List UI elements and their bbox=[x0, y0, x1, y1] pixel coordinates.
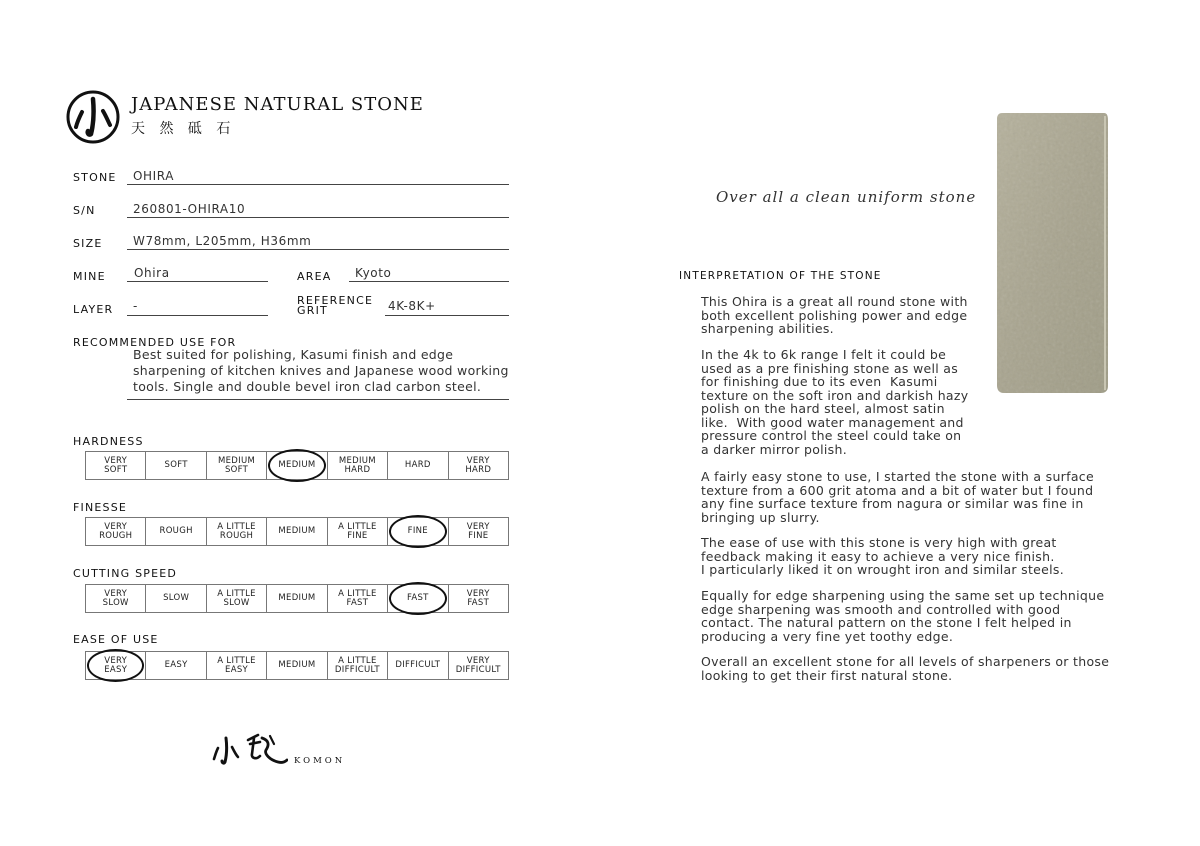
interpretation-title: INTERPRETATION OF THE STONE bbox=[679, 270, 882, 282]
interpretation-paragraph bbox=[701, 536, 1064, 577]
rating-option-line: EASY bbox=[104, 664, 128, 675]
rating-option bbox=[145, 452, 205, 479]
paragraph-line: The ease of use with this stone is very high with great bbox=[701, 535, 1057, 550]
paragraph-line: for finishing due to its even Kasumi bbox=[701, 374, 938, 389]
rating-option-line: SLOW bbox=[223, 597, 250, 608]
interpretation-paragraph bbox=[701, 348, 968, 456]
rating-option-label bbox=[339, 457, 376, 474]
rating-option-line: FAST bbox=[346, 597, 369, 608]
paragraph-line: used as a pre finishing stone as well as bbox=[701, 360, 959, 376]
rating-option bbox=[266, 518, 326, 545]
rating-option bbox=[266, 585, 326, 612]
rating-option-label bbox=[407, 594, 429, 603]
rating-option-line: A LITTLE bbox=[338, 589, 377, 599]
rating-option-label bbox=[467, 523, 490, 540]
paragraph-line: This Ohira is a great all round stone with bbox=[701, 294, 968, 309]
rating-option-line: DIFFICULT bbox=[334, 664, 380, 675]
rating-option bbox=[448, 518, 508, 545]
paragraph-line: bringing up slurry. bbox=[701, 509, 820, 525]
rating-option bbox=[206, 518, 266, 545]
paragraph-line: looking to get their first natural stone. bbox=[701, 667, 953, 683]
rating-option-label bbox=[395, 661, 440, 670]
interpretation-paragraph bbox=[701, 295, 968, 336]
rating-option-line: VERY bbox=[466, 522, 490, 532]
paragraph-line: a darker mirror polish. bbox=[701, 441, 847, 457]
rating-option-label bbox=[408, 527, 428, 536]
rating-option bbox=[86, 585, 145, 612]
rating-option-label bbox=[335, 657, 380, 674]
rating-option bbox=[86, 652, 145, 679]
mine-value: Ohira bbox=[134, 266, 170, 280]
rating-option bbox=[327, 585, 387, 612]
reference-label: REFERENCE bbox=[297, 294, 374, 307]
rating-option-line: VERY bbox=[466, 456, 490, 466]
stone-value: OHIRA bbox=[133, 169, 175, 183]
rating-option bbox=[145, 518, 205, 545]
rating-option bbox=[448, 652, 508, 679]
rating-option bbox=[327, 452, 387, 479]
rating-option-line: MEDIUM bbox=[278, 660, 316, 671]
grit-label: GRIT bbox=[297, 304, 328, 317]
rating-option-line: A LITTLE bbox=[338, 522, 377, 532]
rating-option-line: HARD bbox=[404, 460, 431, 471]
rating-option-label bbox=[217, 523, 256, 540]
rating-option-line: MEDIUM bbox=[278, 460, 316, 471]
recommended-use-underline bbox=[127, 399, 509, 400]
rating-option-label bbox=[456, 657, 501, 674]
paragraph-line: feedback making it easy to achieve a very nice finish. bbox=[701, 548, 1055, 564]
size-label: SIZE bbox=[73, 237, 103, 250]
mine-label: MINE bbox=[73, 270, 106, 283]
paragraph-line: contact. The natural pattern on the stone I felt helped in bbox=[701, 615, 1072, 630]
rating-option bbox=[86, 518, 145, 545]
area-value: Kyoto bbox=[355, 266, 392, 280]
ease-of-use-title: EASE OF USE bbox=[73, 633, 159, 646]
rating-option-line: SLOW bbox=[102, 597, 129, 608]
sn-value: 260801-OHIRA10 bbox=[133, 202, 246, 216]
stone-underline bbox=[127, 184, 509, 185]
rating-option-line: EASY bbox=[164, 660, 188, 671]
rating-option-line: MEDIUM bbox=[278, 526, 316, 537]
rating-option bbox=[327, 518, 387, 545]
rating-option-line: VERY bbox=[104, 522, 128, 532]
rating-option-line: SOFT bbox=[224, 464, 249, 475]
rating-option-label bbox=[217, 590, 256, 607]
komon-calligraphy-signature-icon bbox=[212, 732, 288, 768]
recommended-use-text bbox=[133, 347, 523, 395]
rating-option-line: VERY bbox=[104, 656, 128, 666]
rating-option-line: VERY bbox=[104, 456, 128, 466]
rating-option-label bbox=[104, 657, 127, 674]
finesse-scale bbox=[85, 517, 509, 546]
hardness-scale bbox=[85, 451, 509, 480]
rating-option-line: DIFFICULT bbox=[455, 664, 501, 675]
reference-grit-value: 4K-8K+ bbox=[388, 299, 436, 313]
layer-value: - bbox=[133, 299, 138, 313]
interpretation-paragraph bbox=[701, 589, 1104, 643]
brand-title: JAPANESE NATURAL STONE bbox=[131, 94, 424, 115]
rating-option-line: ROUGH bbox=[159, 526, 193, 537]
rating-option-label bbox=[99, 523, 132, 540]
recommended-use-line: sharpening of kitchen knives and Japanese wood working bbox=[133, 363, 509, 378]
rating-option-label bbox=[163, 594, 189, 603]
rating-option bbox=[387, 585, 447, 612]
interpretation-paragraph bbox=[701, 655, 1109, 682]
rating-option-label bbox=[278, 661, 315, 670]
paragraph-line: edge sharpening was smooth and controlled with good bbox=[701, 601, 1061, 617]
stone-label: STONE bbox=[73, 171, 117, 184]
natural-stone-photo bbox=[996, 112, 1109, 394]
paragraph-line: like. With good water management and bbox=[701, 414, 964, 430]
rating-option-line: EASY bbox=[225, 664, 249, 675]
recommended-use-label: RECOMMENDED USE FOR bbox=[73, 336, 237, 349]
brand-kanji: 天 然 砥 石 bbox=[131, 121, 236, 137]
paragraph-line: any fine surface texture from nagura or similar was fine in bbox=[701, 496, 1084, 511]
size-value: W78mm, L205mm, H36mm bbox=[133, 234, 312, 248]
rating-option-line: A LITTLE bbox=[338, 656, 377, 666]
rating-option-line: A LITTLE bbox=[217, 589, 256, 599]
paragraph-line: sharpening abilities. bbox=[701, 321, 834, 336]
rating-option-label bbox=[103, 590, 129, 607]
hardness-title: HARDNESS bbox=[73, 435, 144, 448]
area-label: AREA bbox=[297, 270, 332, 283]
rating-option-label bbox=[165, 461, 188, 470]
rating-option-label bbox=[159, 527, 192, 536]
rating-option-line: SOFT bbox=[164, 460, 188, 471]
rating-option-line: MEDIUM bbox=[217, 456, 256, 466]
cutting-speed-title: CUTTING SPEED bbox=[73, 567, 178, 580]
finesse-title: FINESSE bbox=[73, 501, 128, 514]
komon-brand-text: KOMON bbox=[294, 756, 346, 766]
recommended-use-line: Best suited for polishing, Kasumi finish and edge bbox=[133, 347, 454, 362]
rating-option-line: FINE bbox=[347, 530, 368, 541]
paragraph-line: producing a very fine yet toothy edge. bbox=[701, 628, 954, 644]
ease-of-use-scale bbox=[85, 651, 509, 680]
rating-option-label bbox=[278, 527, 315, 536]
rating-option bbox=[206, 452, 266, 479]
rating-option bbox=[145, 652, 205, 679]
rating-option-label bbox=[338, 523, 377, 540]
reference-grit-label bbox=[297, 296, 373, 316]
layer-label: LAYER bbox=[73, 303, 114, 316]
rating-option bbox=[448, 585, 508, 612]
rating-option bbox=[206, 652, 266, 679]
rating-option bbox=[266, 652, 326, 679]
rating-option bbox=[387, 652, 447, 679]
rating-option bbox=[448, 452, 508, 479]
rating-option-line: HARD bbox=[344, 464, 371, 475]
cutting-speed-scale bbox=[85, 584, 509, 613]
rating-option-line: VERY bbox=[104, 589, 128, 599]
size-underline bbox=[127, 249, 509, 250]
paragraph-line: polish on the hard steel, almost satin bbox=[701, 401, 945, 416]
area-underline bbox=[349, 281, 509, 282]
rating-option-line: ROUGH bbox=[219, 530, 254, 541]
rating-option-label bbox=[465, 457, 491, 474]
rating-option-line: A LITTLE bbox=[217, 656, 256, 666]
rating-option-line: FINE bbox=[407, 526, 428, 537]
rating-option-label bbox=[217, 657, 256, 674]
paragraph-line: texture from a 600 grit atoma and a bit of water but I found bbox=[701, 482, 1094, 498]
tagline: Over all a clean uniform stone bbox=[716, 188, 977, 206]
sn-underline bbox=[127, 217, 509, 218]
paragraph-line: both excellent polishing power and edge bbox=[701, 307, 968, 323]
rating-option-line: ROUGH bbox=[99, 530, 133, 541]
rating-option-label bbox=[467, 590, 490, 607]
rating-option-line: FINE bbox=[468, 530, 489, 541]
rating-option-label bbox=[338, 590, 377, 607]
rating-option bbox=[206, 585, 266, 612]
rating-option-line: VERY bbox=[466, 589, 490, 599]
rating-option-line: A LITTLE bbox=[217, 522, 256, 532]
rating-option-line: SLOW bbox=[163, 593, 190, 604]
paragraph-line: texture on the soft iron and darkish hazy bbox=[701, 387, 969, 403]
rating-option-line: SOFT bbox=[104, 464, 128, 475]
paragraph-line: A fairly easy stone to use, I started the stone with a surface bbox=[701, 469, 1094, 484]
rating-option-line: FAST bbox=[406, 593, 429, 604]
rating-option-label bbox=[104, 457, 127, 474]
rating-option-line: DIFFICULT bbox=[395, 660, 441, 671]
reference-grit-underline bbox=[385, 315, 509, 316]
rating-option bbox=[387, 452, 447, 479]
rating-option-line: HARD bbox=[465, 464, 492, 475]
rating-option bbox=[387, 518, 447, 545]
rating-option bbox=[327, 652, 387, 679]
rating-option-line: FAST bbox=[467, 597, 490, 608]
rating-option-label bbox=[165, 661, 188, 670]
rating-option-label bbox=[278, 461, 315, 470]
rating-option bbox=[266, 452, 326, 479]
recommended-use-line: tools. Single and double bevel iron clad carbon steel. bbox=[133, 379, 482, 394]
paragraph-line: In the 4k to 6k range I felt it could be bbox=[701, 347, 947, 362]
rating-option bbox=[86, 452, 145, 479]
sn-label: S/N bbox=[73, 204, 96, 217]
rating-option-label bbox=[218, 457, 255, 474]
layer-underline bbox=[127, 315, 268, 316]
rating-option-line: MEDIUM bbox=[338, 456, 376, 466]
rating-option-label bbox=[278, 594, 315, 603]
rating-option-line: MEDIUM bbox=[278, 593, 316, 604]
mine-underline bbox=[127, 281, 268, 282]
rating-option bbox=[145, 585, 205, 612]
rating-option-label bbox=[405, 461, 431, 470]
paragraph-line: I particularly liked it on wrought iron and similar steels. bbox=[701, 562, 1064, 577]
paragraph-line: pressure control the steel could take on bbox=[701, 428, 962, 443]
paragraph-line: Equally for edge sharpening using the same set up technique bbox=[701, 588, 1105, 603]
rating-option-line: VERY bbox=[466, 656, 490, 666]
interpretation-paragraph bbox=[701, 470, 1094, 524]
ko-circle-logo-icon bbox=[66, 90, 120, 144]
paragraph-line: Overall an excellent stone for all levels of sharpeners or those bbox=[701, 654, 1110, 669]
